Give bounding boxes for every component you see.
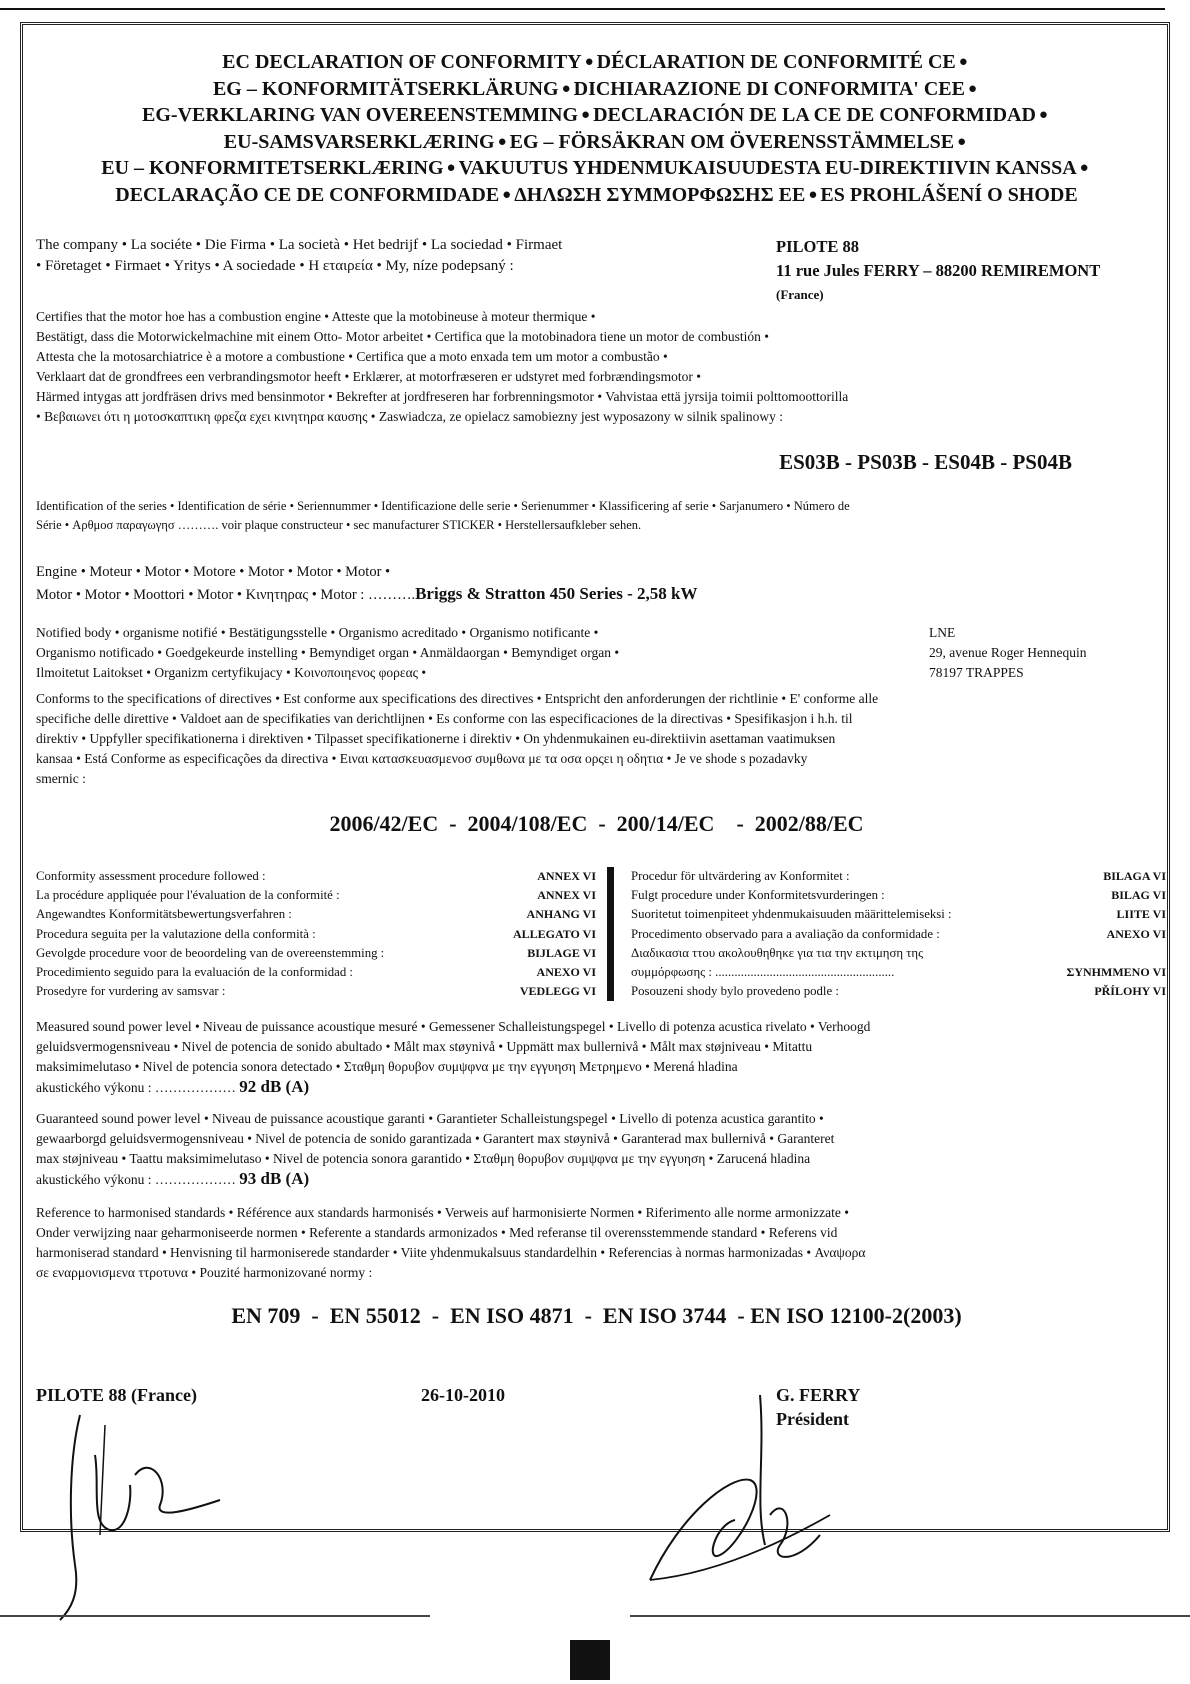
procedure-value: ANEXO VI <box>1106 926 1166 941</box>
measured-line: Measured sound power level • Niveau de puissance acoustique mesuré • Gemessener Schalleistungspegel • Livello di potenza acustica rivelato • Verhoogd <box>36 1019 871 1034</box>
title-part: EG – KONFORMITÄTSERKLÄRUNG <box>212 77 559 100</box>
procedure-label: Procedur för ultvärdering av Konformitet : <box>631 869 850 883</box>
procedure-label: Procedura seguita per la valutazione della conformità : <box>36 926 316 941</box>
notified-body-city: 78197 TRAPPES <box>929 665 1024 680</box>
procedure-label: Διαδικασια ττου ακολουθηθηκε για τια την εκτιμηση της <box>631 945 924 960</box>
title-line: EG – KONFORMITÄTSERKLÄRUNG ● DICHIARAZIONE DI CONFORMITA' CEE ● <box>212 77 978 100</box>
signature-left-handwriting <box>40 1395 240 1625</box>
title-line: EU – KONFORMITETSERKLÆRING ● VAKUUTUS YHDENMUKAISUUDESTA EU-DIREKTIIVIN KANSSA ● <box>101 157 1089 179</box>
procedure-row <box>36 905 596 924</box>
procedure-row <box>36 982 596 1001</box>
reference-line: σε εναρμονισμενα ττροτυνα • Pouzité harmonizované normy : <box>36 1265 373 1280</box>
company-details <box>776 235 1100 307</box>
guaranteed-line: akustického výkonu : ……………… <box>36 1172 236 1187</box>
company-label-line: • Företaget • Firmaet • Yritys • A sociedade • Η εταιρεία • My, níze podepsaný : <box>36 258 514 274</box>
procedure-value: ANHANG VI <box>526 907 596 922</box>
conforms-line: direktiv • Uppfyller specifikationerna i direktiven • Tilpasset specifikationerne i direktiv • On yhdenmukainen eu-direktiivin asettaman vaatimuksen <box>36 731 836 746</box>
procedure-value: VEDLEGG VI <box>519 984 596 999</box>
procedure-label: Suoritetut toimenpiteet yhdenmukaisuuden määrittelemiseksi : <box>631 907 952 922</box>
engine-label-line: Motor • Motor • Moottori • Motor • Κινητηρας • Motor : ………. <box>36 587 416 603</box>
guaranteed-line: max støjniveau • Taattu maksimimelutaso • Nivel de potencia sonora garantido • Σταθμη θορυβον συμψφνα με την εγγυηση • Zarucená hladina <box>36 1151 811 1166</box>
company-country: (France) <box>776 287 824 302</box>
procedure-label: Posouzeni shody bylo provedeno podle : <box>631 984 839 999</box>
notified-body-name: LNE <box>929 625 956 640</box>
procedure-row <box>631 905 1166 924</box>
measured-line: geluidsvermogensniveau • Nivel de potencia de sonido abultado • Målt max støynivå • Uppmätt max bullernivå • Målt max støjniveau • Mitattu <box>36 1039 813 1054</box>
guaranteed-sound-section <box>36 1109 1157 1190</box>
title-part: VAKUUTUS YHDENMUKAISUUDESTA EU-DIREKTIIVIN KANSSA <box>458 157 1077 179</box>
declaration-frame <box>20 22 1170 1532</box>
procedure-row <box>631 982 1166 1001</box>
procedure-label: Procedimento observado para a avaliação da conformidade : <box>631 926 940 941</box>
notified-body-line: Ilmoitetut Laitokset • Organizm certyfikujacy • Κοινοποιηενος φορεας • <box>36 665 427 680</box>
title-part: EG-VERKLARING VAN OVEREENSTEMMING <box>142 104 579 126</box>
engine-value: Briggs & Stratton 450 Series - 2,58 kW <box>415 584 698 603</box>
engine-label-line: Engine • Moteur • Motor • Motore • Motor • Motor • Motor • <box>36 564 391 580</box>
certifies-line: Attesta che la motosarchiatrice è a motore a combustione • Certifica que a moto enxada tem um motor a combustão • <box>36 349 668 364</box>
certifies-section <box>36 307 1157 427</box>
title-part: DICHIARAZIONE DI CONFORMITA' CEE <box>573 77 965 100</box>
bottom-rule-right <box>630 1615 1190 1617</box>
page-marker-square <box>570 1640 610 1680</box>
identification-section <box>36 497 1157 535</box>
bottom-rule-left <box>0 1615 430 1617</box>
signature-date: 26-10-2010 <box>421 1385 505 1405</box>
conforms-line: Conforms to the specifications of directives • Est conforme aux specifications des directives • Entspricht den anforderungen der richtlinie • E' conforme alle <box>36 691 879 706</box>
guaranteed-line: Guaranteed sound power level • Niveau de puissance acoustique garanti • Garantieter Schalleistungspegel • Livello di potenza acustica garantito • <box>36 1111 824 1126</box>
signature-right-handwriting <box>620 1395 880 1625</box>
procedure-label: La procédure appliquée pour l'évaluation de la conformité : <box>36 888 340 903</box>
notified-body-address: 29, avenue Roger Hennequin <box>929 645 1087 660</box>
procedure-row <box>631 925 1166 944</box>
title-part: ΔΗΛΩΣΗ ΣΥΜΜΟΡΦΩΣΗΣ ΕΕ <box>514 183 806 206</box>
title-line: EU-SAMSVARSERKLÆRING ● EG – FÖRSÄKRAN OM ÖVERENSSTÄMMELSE ● <box>223 130 967 153</box>
measured-line: maksimimelutaso • Nivel de potencia sonora detectado • Σταθμη θορυβον συμψφνα με την εγγυηση Μετρημενο • Merená hladina <box>36 1059 738 1074</box>
procedure-value: ALLEGATO VI <box>512 926 596 941</box>
certifies-line: Verklaart dat de grondfrees een verbrandingsmotor heeft • Erklærer, at motorfræseren er udstyret med forbrændingsmotor • <box>36 369 701 384</box>
reference-line: Reference to harmonised standards • Référence aux standards harmonisés • Verweis auf harmonisierte Normen • Riferimento alle norme armonizzate • <box>36 1205 849 1220</box>
title-line: DECLARAÇÃO CE DE CONFORMIDADE ● ΔΗΛΩΣΗ ΣΥΜΜΟΡΦΩΣΗΣ ΕΕ ● ES PROHLÁŠENÍ O SHODE <box>115 183 1078 206</box>
company-name: PILOTE 88 <box>776 237 859 256</box>
reference-line: harmoniserad standard • Henvisning til harmoniserede standarder • Viite yhdenmukalsuus standardelhin • Referencias à normas harmonizadas • Αναψορα <box>36 1245 866 1260</box>
directives-list: 2006/42/EC - 2004/108/EC - 200/14/EC - 2002/88/EC <box>329 811 864 836</box>
notified-body-section <box>36 623 1157 683</box>
measured-sound-section <box>36 1017 1157 1098</box>
procedure-row <box>631 886 1166 905</box>
declaration-content <box>36 49 1166 1429</box>
procedure-value: ΣΥΝΗΜΜΕΝΟ VI <box>1066 965 1166 980</box>
procedure-row <box>36 867 596 886</box>
procedure-value: ANEXO VI <box>536 965 596 980</box>
notified-body-line: Organismo notificado • Goedgekeurde instelling • Bemyndiget organ • Anmäldaorgan • Bemyndiget organ • <box>36 645 620 660</box>
procedure-label: Prosedyre for vurdering av samsvar : <box>36 984 226 999</box>
procedure-value: PŘÍLOHY VI <box>1094 984 1166 999</box>
procedure-row <box>36 925 596 944</box>
title-part: EU – KONFORMITETSERKLÆRING <box>101 157 444 179</box>
procedure-label: Gevolgde procedure voor de beoordeling van de overeenstemming : <box>36 945 385 960</box>
reference-line: Onder verwijzing naar geharmoniseerde normen • Referente a standards armonizados • Med referanse til overensstemmende standard • Referens vid <box>36 1225 838 1240</box>
title-part: DÉCLARATION DE CONFORMITÉ CE <box>596 51 956 73</box>
signatory-company: PILOTE 88 (France) <box>36 1385 197 1405</box>
reference-section <box>36 1203 1157 1283</box>
procedure-row <box>36 963 596 982</box>
notified-body-line: Notified body • organisme notifié • Bestätigungsstelle • Organismo acreditado • Organismo notificante • <box>36 625 599 640</box>
procedure-value: ANNEX VI <box>537 869 596 883</box>
title-part: EG – FÖRSÄKRAN OM ÖVERENSSTÄMMELSE <box>509 130 955 153</box>
title-part: DECLARAÇÃO CE DE CONFORMIDADE <box>115 183 500 206</box>
notified-body-details <box>929 623 1086 683</box>
procedure-row <box>36 944 596 963</box>
procedures-divider <box>607 867 614 1001</box>
title-part: ES PROHLÁŠENÍ O SHODE <box>820 183 1078 206</box>
certifies-line: Bestätigt, dass die Motorwickelmachine mit einem Otto- Motor arbeitet • Certifica que la motobinadora tiene un motor de combustión • <box>36 329 770 344</box>
conforms-line: smernic : <box>36 771 86 786</box>
conforms-section <box>36 689 1157 789</box>
top-rule <box>0 8 1165 10</box>
company-label-line: The company • La sociéte • Die Firma • La società • Het bedrijf • La sociedad • Firmaet <box>36 237 563 253</box>
signatory-role: Président <box>776 1409 849 1429</box>
procedure-value: BILAGA VI <box>1103 869 1166 883</box>
title-part: EU-SAMSVARSERKLÆRING <box>223 130 495 153</box>
procedures-left <box>36 867 596 1001</box>
company-section <box>36 235 1157 305</box>
procedure-label: Procedimiento seguido para la evaluación de la conformidad : <box>36 965 353 980</box>
company-label <box>36 235 746 277</box>
procedure-label: Conformity assessment procedure followed : <box>36 869 266 883</box>
procedure-row <box>631 963 1166 982</box>
identification-line: Série • Αρθμοσ παραγωγησ ………. voir plaque constructeur • sec manufacturer STICKER • Herstellersaufkleber sehen. <box>36 518 642 532</box>
title-part: DECLARACIÓN DE LA CE DE CONFORMIDAD <box>593 104 1036 126</box>
guaranteed-line: gewaarborgd geluidsvermogensniveau • Nivel de potencia de sonido garantizada • Garantert max støynivå • Garanterad max bullernivå • Garanteret <box>36 1131 835 1146</box>
procedure-row <box>631 944 1166 963</box>
signatory-name: G. FERRY <box>776 1385 861 1405</box>
conforms-line: specifiche delle direttive • Valdoet aan de specifikaties van derichtlijnen • Es conforme con las especificaciones de la directivas • Spesifikasjon i h.h. til <box>36 711 853 726</box>
identification-line: Identification of the series • Identification de série • Seriennummer • Identificazione delle serie • Serienummer • Klassificering af serie • Sarjanumero • Número de <box>36 499 850 513</box>
procedure-value: BILAG VI <box>1111 888 1166 903</box>
conforms-line: kansaa • Está Conforme as especificações da directiva • Ειναι κατασκευασμενοσ συμθωνα με τα οσα ορςει η οδητια • Je ve shode s pozadavky <box>36 751 808 766</box>
declaration-title <box>36 49 1157 208</box>
procedure-row <box>36 886 596 905</box>
certifies-line: • Βεβαιωνει ότι η μοτοσκαπτικη φρεζα εχει κινητηρα καυσης • Zaswiadcza, ze opielacz samobiezny jest wyposazony w silnik spalinowy : <box>36 409 784 424</box>
procedure-value: ANNEX VI <box>537 888 596 903</box>
certifies-line: Certifies that the motor hoe has a combustion engine • Atteste que la motobineuse à moteur thermique • <box>36 309 596 324</box>
certifies-line: Härmed intygas att jordfräsen drivs med bensinmotor • Bekrefter at jordfreseren har forbrenningsmotor • Vahvistaa että jyrsija toimii polttomoottorilla <box>36 389 849 404</box>
title-part: EC DECLARATION OF CONFORMITY <box>222 51 582 73</box>
procedure-label: Angewandtes Konformitätsbewertungsverfahren : <box>36 907 292 922</box>
measured-line: akustického výkonu : ……………… <box>36 1080 236 1095</box>
title-line: EC DECLARATION OF CONFORMITY ● DÉCLARATION DE CONFORMITÉ CE ● <box>222 51 968 73</box>
company-address: 11 rue Jules FERRY – 88200 REMIREMONT <box>776 261 1101 280</box>
procedure-label: συμμόρφωσης : ........................................................ <box>631 965 895 980</box>
engine-section <box>36 562 1157 606</box>
procedure-value: LIITE VI <box>1116 907 1166 922</box>
procedure-row <box>631 867 1166 886</box>
procedure-label: Fulgt procedure under Konformitetsvurderingen : <box>631 888 885 903</box>
measured-sound-value: 92 dB (A) <box>239 1077 310 1096</box>
model-numbers: ES03B - PS03B - ES04B - PS04B <box>779 450 1072 474</box>
title-line: EG-VERKLARING VAN OVEREENSTEMMING ● DECLARACIÓN DE LA CE DE CONFORMIDAD ● <box>142 104 1048 126</box>
procedures-right <box>631 867 1166 1001</box>
guaranteed-sound-value: 93 dB (A) <box>239 1169 310 1188</box>
standards-list: EN 709 - EN 55012 - EN ISO 4871 - EN ISO 3744 - EN ISO 12100-2(2003) <box>231 1303 962 1328</box>
procedure-value: BIJLAGE VI <box>527 945 596 960</box>
